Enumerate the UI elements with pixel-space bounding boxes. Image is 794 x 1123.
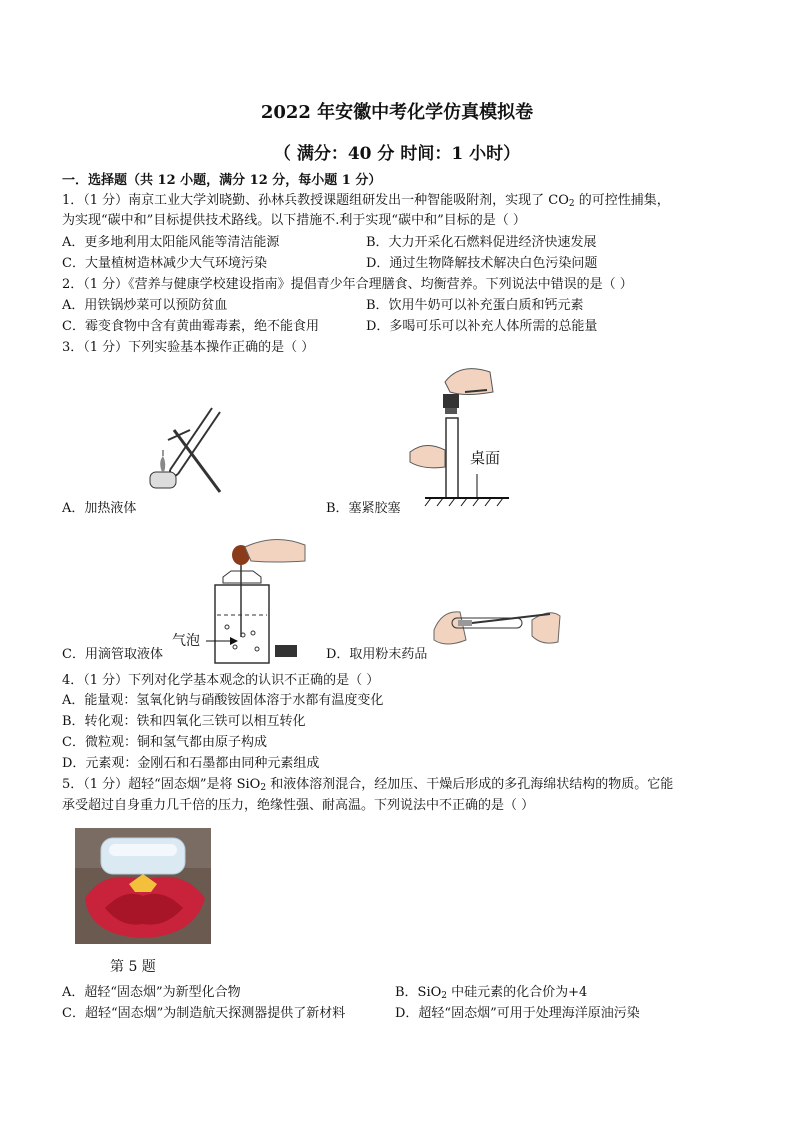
q3-label-bubble: 气泡 <box>172 633 200 649</box>
q3-option-c: C．用滴管取液体 <box>62 647 163 662</box>
q5-aerogel-photo <box>75 828 211 944</box>
q2-option-d: D．多喝可乐可以补充人体所需的总能量 <box>366 319 598 334</box>
q1-option-a: A．更多地利用太阳能风能等清洁能源 <box>62 235 280 250</box>
page-subtitle: （ 满分：40 分 时间：1 小时） <box>273 144 521 164</box>
q5-stem-line1: 5．（1 分）超轻“固态烟”是将 SiO$_2$ 和液体溶剂混合，经加压、干燥后形成的多孔海绵状结构的物质。它能 <box>62 777 674 793</box>
q4-option-d: D．元素观：金刚石和石墨都由同种元素组成 <box>62 756 320 771</box>
q2-option-c: C．霉变食物中含有黄曲霉毒素，绝不能食用 <box>62 319 319 334</box>
q5-stem-line2: 承受超过自身重力几千倍的压力，绝缘性强、耐高温。下列说法中不正确的是（ ） <box>62 798 535 813</box>
q4-stem: 4．（1 分）下列对化学基本观念的认识不正确的是（ ） <box>62 673 380 688</box>
q4-option-b: B．转化观：铁和四氧化三铁可以相互转化 <box>62 714 306 729</box>
q3-figure-b-stopper <box>405 362 515 510</box>
q5-option-b: B．SiO$_2$ 中硅元素的化合价为+4 <box>395 985 588 1001</box>
q1-stem-line1: 1．（1 分）南京工业大学刘晓勤、孙林兵教授课题组研发出一种智能吸附剂，实现了 $CO_2$ 的可控性捕集， <box>62 193 670 209</box>
q4-option-a: A．能量观：氢氧化钠与硝酸铵固体溶于水都有温度变化 <box>62 693 384 708</box>
q3-option-b: B．塞紧胶塞 <box>326 501 401 516</box>
q3-stem: 3．（1 分）下列实验基本操作正确的是（ ） <box>62 340 315 355</box>
q2-stem: 2．（1 分）《营养与健康学校建设指南》提倡青少年合理膳食、均衡营养。下列说法中错误的是（ ） <box>62 277 633 292</box>
q5-option-a: A．超轻“固态烟”为新型化合物 <box>62 985 241 1000</box>
q3-figure-a-heating <box>140 400 240 500</box>
q1-option-b: B．大力开采化石燃料促进经济快速发展 <box>366 235 597 250</box>
q2-option-b: B．饮用牛奶可以补充蛋白质和钙元素 <box>366 298 584 313</box>
q5-option-c: C．超轻“固态烟”为制造航天探测器提供了新材料 <box>62 1006 346 1021</box>
page-title: 2022 年安徽中考化学仿真模拟卷 <box>260 102 534 123</box>
q3-figure-d-powder <box>432 590 562 650</box>
q3-label-desk: 桌面 <box>470 449 501 467</box>
q3-option-d: D．取用粉末药品 <box>326 647 428 662</box>
q5-caption: 第 5 题 <box>110 959 156 975</box>
q1-stem-line2: 为实现“碳中和”目标提供技术路线。以下措施不.利于实现“碳中和”目标的是（ ） <box>62 213 526 228</box>
q3-bubble-pointer <box>206 636 238 646</box>
q5-option-d: D．超轻“固态烟”可用于处理海洋原油污染 <box>395 1006 640 1021</box>
q3-option-a: A．加热液体 <box>62 501 137 516</box>
q2-option-a: A．用铁锅炒菜可以预防贫血 <box>62 298 228 313</box>
q1-option-c: C．大量植树造林减少大气环境污染 <box>62 256 267 271</box>
q1-option-d: D．通过生物降解技术解决白色污染问题 <box>366 256 598 271</box>
section-heading: 一．选择题（共 12 小题，满分 12 分，每小题 1 分） <box>62 173 382 188</box>
q4-option-c: C．微粒观：铜和氢气都由原子构成 <box>62 735 267 750</box>
